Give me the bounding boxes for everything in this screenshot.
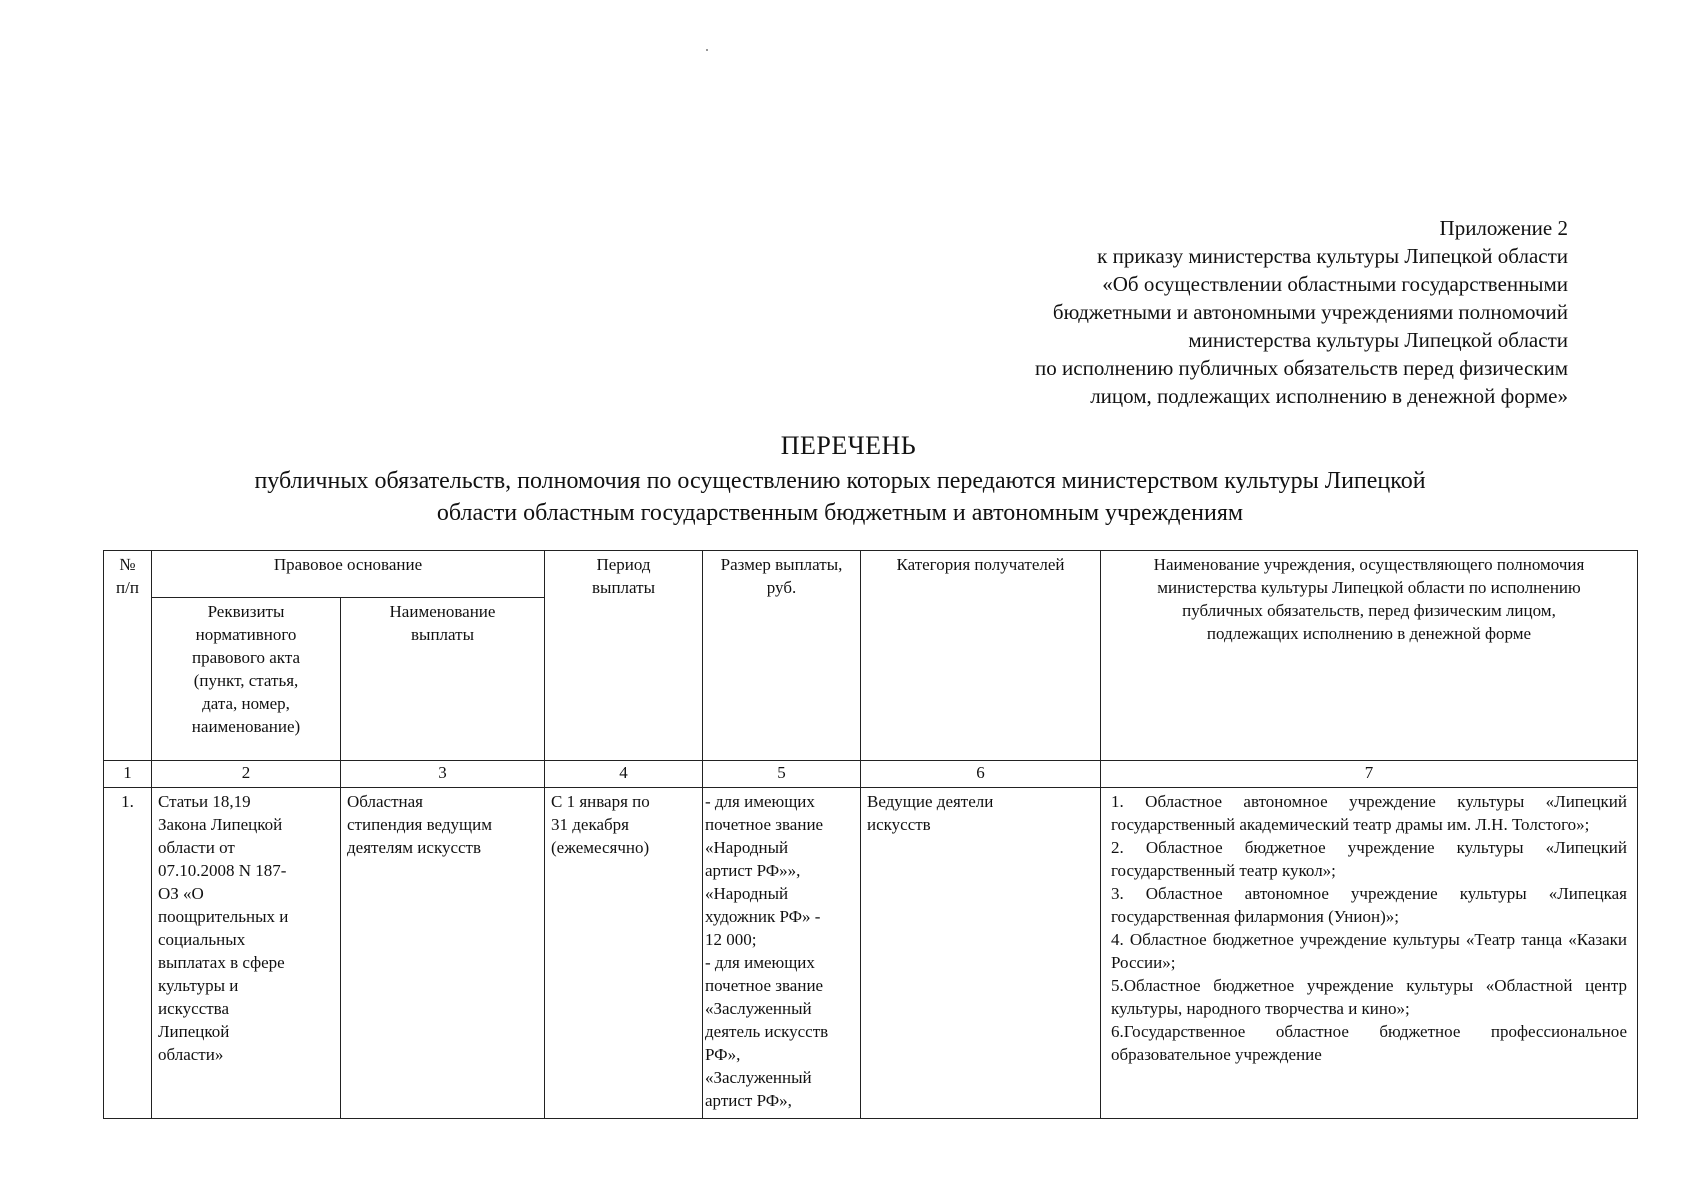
institution-item: 6.Государственное областное бюджетное профессиональное образовательное учреждение [1111,1022,1627,1064]
header-amount: Размер выплаты, руб. [703,551,861,761]
header-requisites: Реквизиты нормативного правового акта (пункт, статья, дата, номер, наименование) [152,598,341,761]
institution-item: 5.Областное бюджетное учреждение культуры «Областной центр культуры, народного творчества и кино»; [1111,976,1627,1018]
institution-item: 2. Областное бюджетное учреждение культуры «Липецкий государственный театр кукол»; [1111,838,1627,880]
row-institutions [1101,788,1638,1119]
row-requisites: Статьи 18,19 Закона Липецкой области от 07.10.2008 N 187- ОЗ «О поощрительных и социальных выплатах в сфере культуры и искусства Липецкой области» [152,788,341,1119]
column-number: 4 [545,761,703,788]
header-row [104,551,1638,598]
column-number: 7 [1101,761,1638,788]
column-number: 3 [341,761,545,788]
subtitle-line: публичных обязательств, полномочия по осуществлению которых передаются министерством культуры Липецкой [254,468,1426,494]
appendix-line: бюджетными и автономными учреждениями полномочий [1052,300,1568,324]
header-category: Категория получателей [861,551,1101,761]
column-number: 1 [104,761,152,788]
row-period: С 1 января по 31 декабря (ежемесячно) [545,788,703,1119]
scan-speck [706,49,708,51]
obligations-table [103,550,1638,1119]
header-period: Период выплаты [545,551,703,761]
row-payment-name: Областная стипендия ведущим деятелям искусств [341,788,545,1119]
document-subtitle [100,465,1580,529]
subtitle-line: области областным государственным бюджетным и автономным учреждениям [436,500,1244,526]
header-legal-basis: Правовое основание [152,551,545,598]
column-number-row [104,761,1638,788]
appendix-line: министерства культуры Липецкой области [1188,328,1568,352]
appendix-line: Приложение 2 [1439,216,1568,240]
appendix-line: по исполнению публичных обязательств перед физическим [1035,356,1568,380]
institution-item: 4. Областное бюджетное учреждение культуры «Театр танца «Казаки России»; [1111,930,1627,972]
institution-item: 1. Областное автономное учреждение культуры «Липецкий государственный академический театр драмы им. Л.Н. Толстого»; [1111,792,1627,834]
table-row [104,788,1638,1119]
appendix-line: «Об осуществлении областными государственными [1102,272,1568,296]
column-number: 6 [861,761,1101,788]
row-amount: - для имеющих почетное звание «Народный артист РФ»», «Народный художник РФ» - 12 000; - для имеющих почетное звание «Заслуженный деятель искусств РФ», «Заслуженный артист РФ», [703,788,861,1119]
appendix-line: к приказу министерства культуры Липецкой области [1097,244,1568,268]
row-category: Ведущие деятели искусств [861,788,1101,1119]
column-number: 5 [703,761,861,788]
header-payment-name: Наименование выплаты [341,598,545,761]
header-institution: Наименование учреждения, осуществляющего полномочия министерства культуры Липецкой области по исполнению публичных обязательств, перед физическим лицом, подлежащих исполнению в денежной форме [1101,551,1638,761]
header-num: № п/п [104,551,152,761]
appendix-line: лицом, подлежащих исполнению в денежной форме» [1090,384,1568,408]
document-title: ПЕРЕЧЕНЬ [780,431,917,460]
institution-item: 3. Областное автономное учреждение культуры «Липецкая государственная филармония (Унион)»; [1111,884,1627,926]
appendix-header [1035,214,1568,410]
column-number: 2 [152,761,341,788]
row-num: 1. [104,788,152,1119]
